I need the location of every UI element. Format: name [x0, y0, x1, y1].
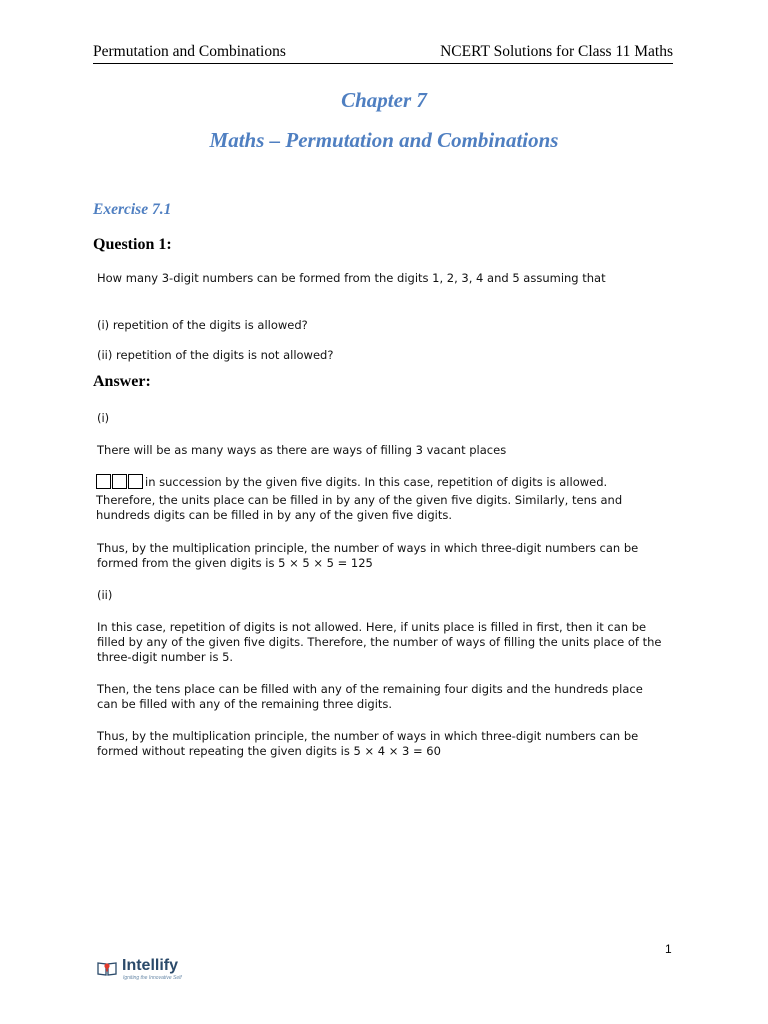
answer-paragraph-1: There will be as many ways as there are ways of filling 3 vacant places	[97, 443, 507, 457]
logo-name: Intellify	[122, 957, 179, 974]
vacant-places-boxes	[96, 474, 144, 493]
answer-paragraph-6: Thus, by the multiplication principle, the number of ways in which three-digit numbers can be formed without repeating the given digits is 5 × 4 × 3 = 60	[97, 729, 639, 758]
page-header	[93, 43, 673, 64]
header-right-title: NCERT Solutions for Class 11 Maths	[440, 43, 673, 60]
chapter-title: Chapter 7	[341, 88, 427, 112]
page-number: 1	[665, 942, 672, 956]
question-heading: Question 1:	[93, 236, 172, 253]
answer-paragraph-3: Thus, by the multiplication principle, the number of ways in which three-digit numbers can be formed from the given digits is 5 × 5 × 5 = 125	[97, 541, 639, 570]
answer-paragraph-2	[96, 474, 666, 523]
answer-part-i-label: (i)	[97, 411, 110, 425]
answer-paragraph-2-text: in succession by the given five digits. In this case, repetition of digits is allowed. Therefore, the units place can be filled in by any of the given five digits. Similarly, tens and hundreds digits can be filled in by any of the given five digits.	[96, 475, 623, 522]
book-bulb-icon	[97, 960, 117, 976]
question-part-i: (i) repetition of the digits is allowed?	[97, 318, 308, 332]
answer-paragraph-5: Then, the tens place can be filled with any of the remaining four digits and the hundreds place can be filled with any of the remaining three digits.	[97, 682, 643, 711]
question-text: How many 3-digit numbers can be formed from the digits 1, 2, 3, 4 and 5 assuming that	[97, 271, 606, 285]
logo-tagline: Igniting the Innovative Self	[123, 975, 182, 981]
header-left-title: Permutation and Combinations	[93, 43, 286, 60]
chapter-subtitle: Maths – Permutation and Combinations	[209, 128, 559, 152]
question-part-ii: (ii) repetition of the digits is not allowed?	[97, 348, 334, 362]
answer-part-ii-label: (ii)	[97, 588, 113, 602]
answer-heading: Answer:	[93, 373, 151, 390]
exercise-heading: Exercise 7.1	[93, 201, 172, 218]
answer-paragraph-4: In this case, repetition of digits is not allowed. Here, if units place is filled in first, then it can be filled by any of the given five digits. Therefore, the number of ways of filling the units place of the three-digit number is 5.	[97, 620, 662, 664]
